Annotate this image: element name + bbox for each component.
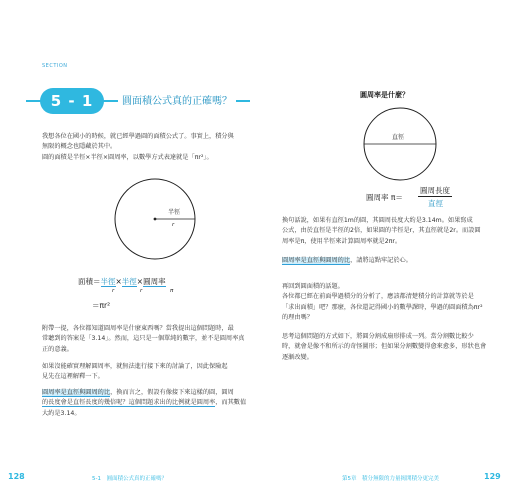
text-line: 我想各位在國小的時候，就已經學過圓的面積公式了。事實上，積分與 (42, 133, 234, 140)
formula-radius-2: 半徑 (121, 277, 137, 286)
highlight-definition: 圓周率是直徑與圓周的比 (282, 257, 351, 264)
symbol-r-1: r (112, 288, 115, 294)
paragraph-pi-question (42, 324, 254, 355)
text-line (42, 388, 256, 398)
text-line: 正的意義。 (42, 345, 73, 353)
formula-pi-word: 圓周率 (143, 277, 166, 286)
symbol-r-2: r (140, 288, 143, 294)
paragraph-pi-definition (42, 388, 256, 419)
text-line: 如果沒能確實理解圓周率，就無法進行接下來的討論了，因此保險起 (42, 363, 228, 370)
text-line: 各位都已經在前面學過積分的分析了，應該都清楚積分的計算就等於是 (282, 293, 474, 301)
area-formula (78, 276, 166, 287)
text-line: 時，就會是像不和所示的奇怪圖形；但如果分割數變得愈來愈多，形狀也會 (282, 343, 487, 351)
section-number-badge: 5 - 1 (40, 88, 104, 114)
diameter-label: 直徑 (392, 134, 405, 141)
formula-times: × (136, 277, 144, 286)
pi-formula-label: 圓周率 π＝ (366, 193, 403, 202)
radius-symbol: r (172, 222, 175, 228)
pi-formula-numerator: 圓周長度 (420, 186, 450, 195)
text-line: 見先在這裡解釋一下。 (42, 373, 104, 381)
paragraph-remember (282, 256, 500, 266)
text-line: 逐漸改變。 (282, 353, 313, 361)
text-line: 思考這個問題的方式如下，將圓分割成扇形排成一列。當分割數比較少 (282, 333, 474, 340)
symbol-pi: π (170, 288, 174, 294)
pi-formula-denominator: 直徑 (428, 199, 443, 208)
text-span: ，請將這點牢記於心。 (350, 257, 412, 264)
text-line: 無限的概念也隱藏於其中。 (42, 143, 117, 151)
page-number-right: 129 (484, 472, 501, 481)
circle-diameter-diagram (360, 104, 440, 184)
text-line: 圓的面積是半徑×半徑×圓周率，以數學方式表達就是「πr²」。 (42, 153, 213, 161)
text-line: 附帶一提，各位都知道圓周率是什麼東西嗎？當我提出這個問題時，最 (42, 325, 234, 332)
section-label: SECTION (42, 63, 68, 69)
left-page (8, 60, 262, 482)
text-line (282, 256, 500, 266)
underlined-question: 的長度會是直徑長度的幾倍呢？這個問題求出的比例就是圓周率 (42, 399, 216, 407)
radius-label: 半徑 (168, 209, 181, 216)
section-title: 圓面積公式真的正確嗎？ (118, 92, 236, 107)
diagram-title: 圓周率是什麼？ (360, 91, 409, 99)
formula-radius-1: 半徑 (100, 277, 116, 286)
text-span: ，而其數值 (215, 399, 247, 407)
paragraph-back-to-area (282, 282, 500, 324)
text-line: 大約是3.14。 (42, 409, 81, 417)
text-line: 常聽到的答案是「3.14」。然而，這只是一個單純的數字，並不是圓周率真 (42, 335, 245, 343)
text-line: 「求出面積」吧？那麼，各位還記得國小的數學課時，學過的圓面積為πr² (282, 303, 483, 311)
formula-times: × (115, 277, 122, 286)
highlight-definition: 圓周率是直徑與圓周的比 (42, 389, 111, 396)
text-span: ，換而言之，假設有像接下來這樣的圓，圓周 (110, 389, 234, 396)
page-number-left: 128 (8, 472, 25, 481)
text-line: 再回到圓面積的話題。 (282, 283, 344, 290)
text-line: 的理由嗎？ (282, 314, 313, 322)
formula-equals: ＝ (93, 277, 101, 286)
paragraph-sector-method (282, 332, 500, 363)
circle-radius-diagram (110, 174, 200, 264)
text-line: 公式，由於直徑是半徑的2倍，如果圓的半徑是r，其直徑就是2r。而設圓 (282, 227, 481, 235)
formula-area-word: 面積 (78, 277, 93, 286)
text-line: 周率是π，使用半徑來計算圓周率就是2πr。 (282, 237, 402, 245)
paragraph-explain (42, 362, 254, 383)
section-header (26, 88, 250, 114)
paragraph-intro (42, 132, 252, 163)
running-head-left: 5-1 圓面積公式真的正確嗎？ (92, 476, 167, 482)
paragraph-diameter-example (282, 216, 500, 247)
formula-result: ＝πr² (92, 301, 111, 310)
right-page (262, 60, 512, 482)
text-line: 換句話說，如果有直徑1m的圓，其圓周長度大約是3.14m。如果寫成 (282, 217, 473, 224)
center-dot (154, 218, 157, 221)
text-line (42, 398, 256, 408)
running-head-right: 第5章 積分無限的力量揭開積分更完美 (342, 476, 440, 482)
